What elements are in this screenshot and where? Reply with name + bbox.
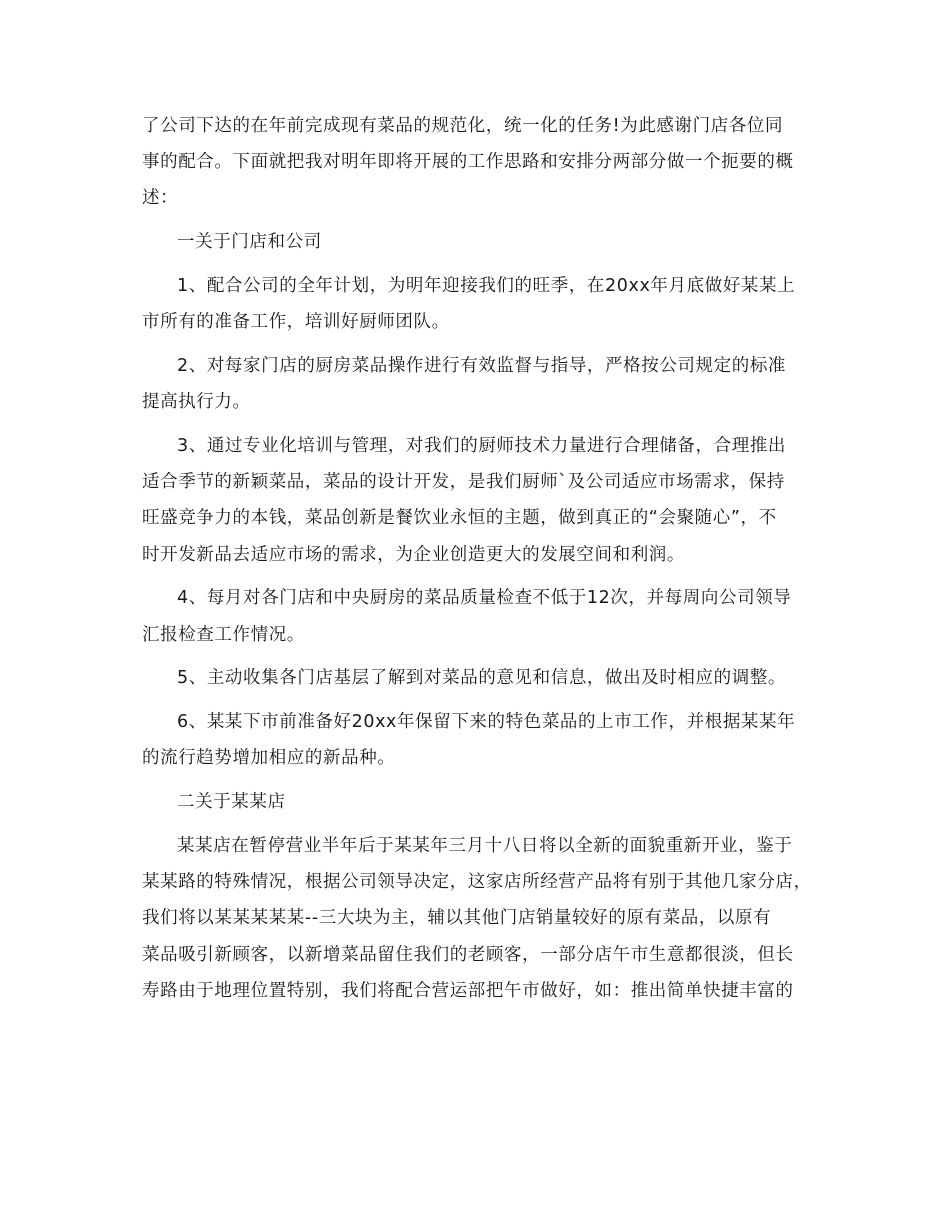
paragraph-section-2-body (142, 828, 822, 1009)
text-line: 事的配合。下面就把我对明年即将开展的工作思路和安排分两部分做一个扼要的概 (142, 152, 794, 173)
text-line: 提高执行力。 (142, 392, 251, 413)
paragraph-section-1-heading (142, 224, 822, 260)
paragraph-item-3 (142, 428, 822, 573)
paragraph-item-4 (142, 580, 822, 652)
text-line: 一关于门店和公司 (177, 232, 322, 253)
paragraph-item-5 (142, 660, 822, 696)
document-body (142, 108, 822, 1009)
text-line: 述： (142, 188, 179, 209)
paragraph-gap (142, 697, 822, 705)
paragraph-gap (142, 217, 822, 225)
text-line: 适合季节的新颖菜品，菜品的设计开发，是我们厨师`及公司适应市场需求，保持 (142, 472, 785, 493)
text-line: 的流行趋势增加相应的新品种。 (142, 748, 396, 769)
text-line: 5、主动收集各门店基层了解到对菜品的意见和信息，做出及时相应的调整。 (177, 668, 787, 689)
text-line: 某某店在暂停营业半年后于某某年三月十八日将以全新的面貌重新开业，鉴于 (177, 836, 793, 856)
paragraph-gap (142, 420, 822, 428)
paragraph-item-6 (142, 704, 822, 776)
text-line: 二关于某某店 (177, 792, 286, 813)
text-line: 了公司下达的在年前完成现有菜品的规范化，统一化的任务!为此感谢门店各位同 (142, 116, 784, 136)
paragraph-item-2 (142, 348, 822, 420)
text-line: 我们将以某某某某某--三大块为主，辅以其他门店销量较好的原有菜品，以原有 (142, 908, 772, 929)
text-line: 寿路由于地理位置特别，我们将配合营运部把午市做好，如：推出简单快捷丰富的 (142, 980, 794, 1001)
paragraph-gap (142, 260, 822, 268)
paragraph-gap (142, 573, 822, 581)
text-line: 6、某某下市前准备好20xx年保留下来的特色菜品的上市工作，并根据某某年 (177, 712, 796, 733)
text-line: 时开发新品去适应市场的需求，为企业创造更大的发展空间和利润。 (142, 544, 685, 565)
paragraph-gap (142, 340, 822, 348)
text-line: 某某路的特殊情况，根据公司领导决定，这家店所经营产品将有别于其他几家分店， (142, 872, 812, 893)
paragraph-intro (142, 108, 822, 217)
text-line: 4、每月对各门店和中央厨房的菜品质量检查不低于12次，并每周向公司领导 (177, 588, 792, 609)
paragraph-gap (142, 777, 822, 785)
text-line: 汇报检查工作情况。 (142, 624, 305, 645)
text-line: 3、通过专业化培训与管理，对我们的厨师技术力量进行合理储备，合理推出 (177, 436, 787, 456)
paragraph-gap (142, 820, 822, 828)
text-line: 菜品吸引新顾客，以新增菜品留住我们的老顾客，一部分店午市生意都很淡，但长 (142, 944, 794, 965)
paragraph-gap (142, 653, 822, 661)
text-line: 1、配合公司的全年计划，为明年迎接我们的旺季，在20xx年月底做好某某上 (177, 276, 796, 296)
text-line: 2、对每家门店的厨房菜品操作进行有效监督与指导，严格按公司规定的标准 (177, 356, 787, 376)
paragraph-item-1 (142, 268, 822, 340)
text-line: 旺盛竞争力的本钱，菜品创新是餐饮业永恒的主题，做到真正的“会聚随心”，不 (142, 508, 777, 529)
text-line: 市所有的准备工作，培训好厨师团队。 (142, 312, 450, 333)
paragraph-section-2-heading (142, 784, 822, 820)
